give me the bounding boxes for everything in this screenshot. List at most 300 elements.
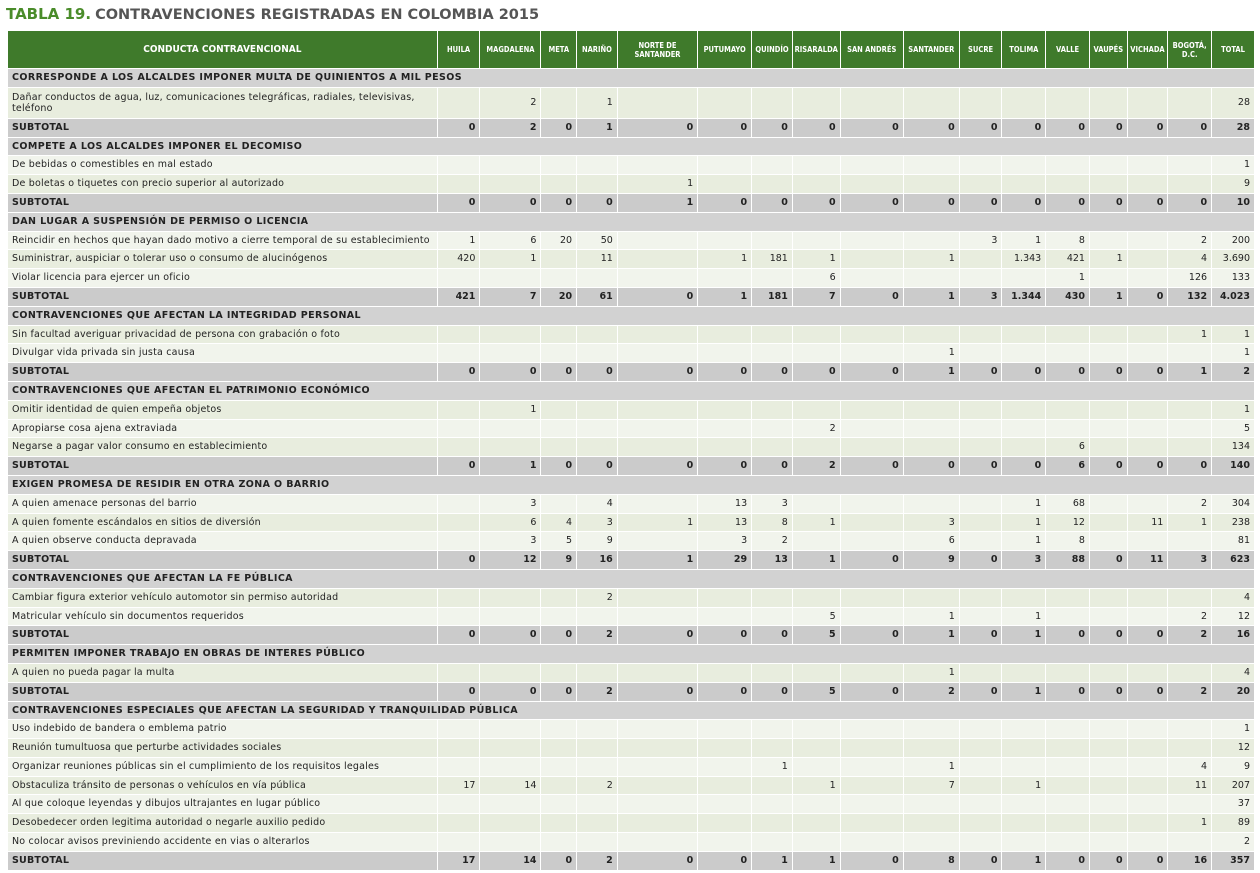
value-cell: 1 [1046, 269, 1089, 287]
value-cell: 11 [1128, 551, 1168, 569]
value-cell [577, 175, 617, 193]
subtotal-row [8, 626, 1254, 644]
value-cell [960, 814, 1002, 832]
value-cell [577, 608, 617, 626]
value-cell: 0 [1002, 119, 1045, 137]
value-cell [1090, 269, 1127, 287]
value-cell [841, 420, 903, 438]
value-cell: 1 [1090, 250, 1127, 268]
value-cell [541, 420, 576, 438]
value-cell: 0 [841, 626, 903, 644]
value-cell [793, 438, 840, 456]
value-cell [1046, 608, 1089, 626]
table-row [8, 420, 1254, 438]
value-cell [1090, 401, 1127, 419]
value-cell: 1 [1002, 514, 1045, 532]
value-cell [480, 156, 540, 174]
value-cell [960, 269, 1002, 287]
value-cell [438, 833, 480, 851]
value-cell: 430 [1046, 288, 1089, 306]
value-cell [960, 250, 1002, 268]
value-cell [841, 532, 903, 550]
value-cell: 20 [541, 288, 576, 306]
value-cell [577, 401, 617, 419]
value-cell [904, 401, 959, 419]
value-cell [618, 88, 697, 118]
value-cell [1002, 344, 1045, 362]
value-cell: 1 [904, 608, 959, 626]
value-cell [1168, 589, 1211, 607]
value-cell: 1 [904, 344, 959, 362]
value-cell [1168, 175, 1211, 193]
value-cell [618, 250, 697, 268]
value-cell: 0 [841, 194, 903, 212]
value-cell [438, 326, 480, 344]
value-cell: 421 [438, 288, 480, 306]
value-cell: 2 [577, 589, 617, 607]
value-cell: 8 [1046, 532, 1089, 550]
value-cell [541, 739, 576, 757]
value-cell: 8 [1046, 232, 1089, 250]
value-cell [438, 664, 480, 682]
value-cell [960, 438, 1002, 456]
value-cell [1002, 438, 1045, 456]
value-cell [618, 344, 697, 362]
value-cell [541, 795, 576, 813]
value-cell [904, 420, 959, 438]
conduct-label: A quien fomente escándalos en sitios de diversión [8, 514, 437, 532]
value-cell: 1 [904, 758, 959, 776]
value-cell: 2 [1168, 626, 1211, 644]
value-cell [698, 326, 751, 344]
value-cell [841, 344, 903, 362]
value-cell [438, 514, 480, 532]
value-cell [698, 739, 751, 757]
value-cell [1046, 344, 1089, 362]
value-cell [1002, 739, 1045, 757]
value-cell: 0 [960, 551, 1002, 569]
value-cell [698, 720, 751, 738]
value-cell [618, 156, 697, 174]
value-cell [1002, 88, 1045, 118]
value-cell: 4 [577, 495, 617, 513]
column-header: SAN ANDRÉS [841, 31, 903, 68]
value-cell: 1 [1002, 626, 1045, 644]
value-cell: 0 [698, 119, 751, 137]
value-cell [480, 814, 540, 832]
value-cell: 14 [480, 852, 540, 870]
value-cell [841, 814, 903, 832]
value-cell [841, 438, 903, 456]
value-cell [577, 833, 617, 851]
value-cell [1002, 156, 1045, 174]
value-cell [698, 664, 751, 682]
value-cell [1168, 438, 1211, 456]
value-cell [438, 758, 480, 776]
conduct-label: Uso indebido de bandera o emblema patrio [8, 720, 437, 738]
value-cell [1090, 156, 1127, 174]
value-cell [752, 269, 792, 287]
value-cell [1046, 156, 1089, 174]
total-cell: 89 [1212, 814, 1254, 832]
value-cell [577, 814, 617, 832]
value-cell [960, 495, 1002, 513]
value-cell: 5 [793, 683, 840, 701]
total-cell: 4 [1212, 664, 1254, 682]
value-cell [960, 532, 1002, 550]
value-cell [960, 326, 1002, 344]
value-cell: 0 [480, 194, 540, 212]
value-cell: 1.343 [1002, 250, 1045, 268]
value-cell [1168, 88, 1211, 118]
value-cell [438, 532, 480, 550]
value-cell: 1 [1168, 514, 1211, 532]
value-cell [438, 88, 480, 118]
value-cell [577, 739, 617, 757]
column-header: SUCRE [960, 31, 1002, 68]
value-cell: 3 [480, 495, 540, 513]
subtotal-row [8, 288, 1254, 306]
value-cell [577, 664, 617, 682]
value-cell: 0 [904, 457, 959, 475]
value-cell [793, 401, 840, 419]
table-row [8, 795, 1254, 813]
value-cell [698, 401, 751, 419]
value-cell [577, 438, 617, 456]
value-cell: 0 [541, 626, 576, 644]
value-cell [960, 833, 1002, 851]
value-cell [1090, 739, 1127, 757]
value-cell [698, 777, 751, 795]
value-cell [480, 420, 540, 438]
value-cell [1002, 758, 1045, 776]
section-title: CONTRAVENCIONES QUE AFECTAN LA FE PÚBLICA [8, 570, 1254, 588]
value-cell [1002, 833, 1045, 851]
value-cell [793, 739, 840, 757]
table-row [8, 344, 1254, 362]
table-row [8, 250, 1254, 268]
table-row [8, 720, 1254, 738]
value-cell: 0 [1046, 852, 1089, 870]
value-cell [541, 720, 576, 738]
table-row [8, 232, 1254, 250]
value-cell [438, 175, 480, 193]
total-cell: 12 [1212, 739, 1254, 757]
value-cell: 3 [1168, 551, 1211, 569]
value-cell [841, 88, 903, 118]
value-cell [698, 175, 751, 193]
value-cell [1046, 420, 1089, 438]
value-cell: 9 [577, 532, 617, 550]
table-row [8, 514, 1254, 532]
total-cell: 12 [1212, 608, 1254, 626]
value-cell: 0 [1128, 852, 1168, 870]
value-cell: 1 [1002, 232, 1045, 250]
value-cell [793, 326, 840, 344]
value-cell [1168, 420, 1211, 438]
section-title: EXIGEN PROMESA DE RESIDIR EN OTRA ZONA O BARRIO [8, 476, 1254, 494]
value-cell [618, 739, 697, 757]
value-cell [752, 156, 792, 174]
value-cell: 0 [1168, 119, 1211, 137]
section-header-row [8, 382, 1254, 400]
value-cell: 1 [618, 175, 697, 193]
value-cell [541, 175, 576, 193]
value-cell [1090, 532, 1127, 550]
value-cell: 0 [1128, 119, 1168, 137]
subtotal-label: SUBTOTAL [8, 288, 437, 306]
value-cell: 0 [1090, 363, 1127, 381]
value-cell [752, 739, 792, 757]
value-cell [1046, 175, 1089, 193]
value-cell [480, 344, 540, 362]
value-cell [438, 438, 480, 456]
value-cell [960, 514, 1002, 532]
value-cell: 0 [480, 683, 540, 701]
value-cell: 1 [904, 363, 959, 381]
value-cell: 0 [841, 852, 903, 870]
value-cell [1046, 326, 1089, 344]
value-cell [1090, 608, 1127, 626]
value-cell: 1 [904, 664, 959, 682]
value-cell: 0 [1128, 194, 1168, 212]
section-title: CONTRAVENCIONES QUE AFECTAN LA INTEGRIDAD PERSONAL [8, 307, 1254, 325]
table-row [8, 326, 1254, 344]
value-cell: 0 [618, 683, 697, 701]
subtotal-row [8, 363, 1254, 381]
value-cell: 3 [1002, 551, 1045, 569]
value-cell [793, 175, 840, 193]
value-cell: 7 [793, 288, 840, 306]
table-row [8, 608, 1254, 626]
value-cell: 2 [577, 626, 617, 644]
value-cell: 0 [960, 119, 1002, 137]
value-cell: 1 [1002, 532, 1045, 550]
total-cell: 207 [1212, 777, 1254, 795]
value-cell [904, 326, 959, 344]
value-cell: 6 [904, 532, 959, 550]
value-cell: 0 [1046, 683, 1089, 701]
value-cell [793, 156, 840, 174]
value-cell: 2 [793, 420, 840, 438]
value-cell [438, 156, 480, 174]
value-cell [1046, 795, 1089, 813]
value-cell [618, 814, 697, 832]
value-cell [1128, 420, 1168, 438]
value-cell [1090, 814, 1127, 832]
value-cell [1128, 589, 1168, 607]
value-cell [698, 814, 751, 832]
value-cell [618, 232, 697, 250]
value-cell [1168, 720, 1211, 738]
value-cell [1090, 664, 1127, 682]
value-cell [480, 608, 540, 626]
total-cell: 623 [1212, 551, 1254, 569]
conduct-label: Violar licencia para ejercer un oficio [8, 269, 437, 287]
value-cell: 0 [618, 457, 697, 475]
value-cell: 1 [618, 194, 697, 212]
value-cell [1168, 156, 1211, 174]
value-cell: 0 [752, 457, 792, 475]
value-cell: 0 [960, 683, 1002, 701]
value-cell [752, 88, 792, 118]
value-cell [1046, 664, 1089, 682]
value-cell: 2 [577, 777, 617, 795]
value-cell: 1 [904, 626, 959, 644]
total-cell: 304 [1212, 495, 1254, 513]
value-cell [904, 589, 959, 607]
value-cell [960, 777, 1002, 795]
value-cell [1046, 88, 1089, 118]
table-row [8, 438, 1254, 456]
value-cell [1046, 833, 1089, 851]
value-cell [752, 777, 792, 795]
value-cell [1090, 589, 1127, 607]
value-cell [438, 495, 480, 513]
value-cell: 1 [698, 288, 751, 306]
value-cell [1168, 739, 1211, 757]
value-cell [1090, 777, 1127, 795]
value-cell [541, 438, 576, 456]
value-cell [480, 326, 540, 344]
value-cell [1046, 720, 1089, 738]
value-cell: 2 [1168, 495, 1211, 513]
value-cell [698, 88, 751, 118]
value-cell: 11 [1128, 514, 1168, 532]
value-cell [541, 589, 576, 607]
value-cell [841, 720, 903, 738]
value-cell [841, 589, 903, 607]
value-cell [1168, 532, 1211, 550]
value-cell [480, 664, 540, 682]
value-cell [577, 420, 617, 438]
value-cell [841, 664, 903, 682]
value-cell [1168, 401, 1211, 419]
value-cell [618, 326, 697, 344]
value-cell [438, 344, 480, 362]
subtotal-label: SUBTOTAL [8, 194, 437, 212]
value-cell: 1 [577, 88, 617, 118]
value-cell [698, 438, 751, 456]
value-cell [618, 664, 697, 682]
table-row [8, 777, 1254, 795]
value-cell [1002, 814, 1045, 832]
value-cell [904, 739, 959, 757]
table-row [8, 88, 1254, 118]
value-cell: 4 [1168, 758, 1211, 776]
conduct-label: Al que coloque leyendas y dibujos ultrajantes en lugar público [8, 795, 437, 813]
value-cell: 0 [618, 119, 697, 137]
value-cell [752, 833, 792, 851]
value-cell: 0 [793, 119, 840, 137]
value-cell [841, 175, 903, 193]
value-cell: 7 [904, 777, 959, 795]
value-cell: 3 [577, 514, 617, 532]
value-cell: 0 [618, 363, 697, 381]
section-header-row [8, 213, 1254, 231]
table-row [8, 833, 1254, 851]
value-cell: 0 [541, 119, 576, 137]
value-cell [1128, 175, 1168, 193]
value-cell [438, 401, 480, 419]
value-cell: 0 [438, 551, 480, 569]
value-cell [1128, 739, 1168, 757]
value-cell: 0 [752, 119, 792, 137]
value-cell [1002, 175, 1045, 193]
value-cell: 1 [1002, 777, 1045, 795]
value-cell [960, 401, 1002, 419]
value-cell [1128, 532, 1168, 550]
value-cell: 68 [1046, 495, 1089, 513]
value-cell [904, 814, 959, 832]
value-cell [960, 608, 1002, 626]
value-cell: 4 [541, 514, 576, 532]
value-cell [904, 720, 959, 738]
section-header-row [8, 138, 1254, 156]
value-cell [841, 495, 903, 513]
value-cell [1002, 420, 1045, 438]
value-cell: 0 [904, 119, 959, 137]
value-cell [793, 88, 840, 118]
value-cell: 1 [1002, 683, 1045, 701]
value-cell [1128, 269, 1168, 287]
section-header-row [8, 307, 1254, 325]
column-header: MAGDALENA [480, 31, 540, 68]
value-cell: 1 [752, 758, 792, 776]
value-cell: 0 [698, 852, 751, 870]
subtotal-row [8, 852, 1254, 870]
conduct-label: A quien amenace personas del barrio [8, 495, 437, 513]
value-cell: 0 [618, 288, 697, 306]
value-cell [1128, 232, 1168, 250]
value-cell [1090, 758, 1127, 776]
value-cell: 0 [698, 194, 751, 212]
value-cell: 6 [480, 514, 540, 532]
value-cell [1002, 664, 1045, 682]
value-cell: 4 [1168, 250, 1211, 268]
section-header-row [8, 570, 1254, 588]
value-cell: 0 [438, 683, 480, 701]
table-row [8, 758, 1254, 776]
subtotal-label: SUBTOTAL [8, 363, 437, 381]
value-cell [904, 495, 959, 513]
value-cell [698, 420, 751, 438]
total-cell: 4.023 [1212, 288, 1254, 306]
value-cell [793, 758, 840, 776]
value-cell [698, 269, 751, 287]
value-cell: 0 [1128, 683, 1168, 701]
total-cell: 20 [1212, 683, 1254, 701]
value-cell: 1 [618, 551, 697, 569]
value-cell [438, 420, 480, 438]
value-cell [793, 664, 840, 682]
total-cell: 200 [1212, 232, 1254, 250]
value-cell: 0 [438, 194, 480, 212]
value-cell: 181 [752, 250, 792, 268]
value-cell [793, 232, 840, 250]
value-cell: 0 [841, 551, 903, 569]
value-cell [618, 795, 697, 813]
value-cell [541, 401, 576, 419]
value-cell: 12 [1046, 514, 1089, 532]
conduct-label: De boletas o tiquetes con precio superior al autorizado [8, 175, 437, 193]
value-cell [618, 532, 697, 550]
value-cell: 9 [904, 551, 959, 569]
table-title [6, 2, 539, 26]
value-cell: 9 [541, 551, 576, 569]
value-cell: 7 [480, 288, 540, 306]
value-cell [752, 608, 792, 626]
